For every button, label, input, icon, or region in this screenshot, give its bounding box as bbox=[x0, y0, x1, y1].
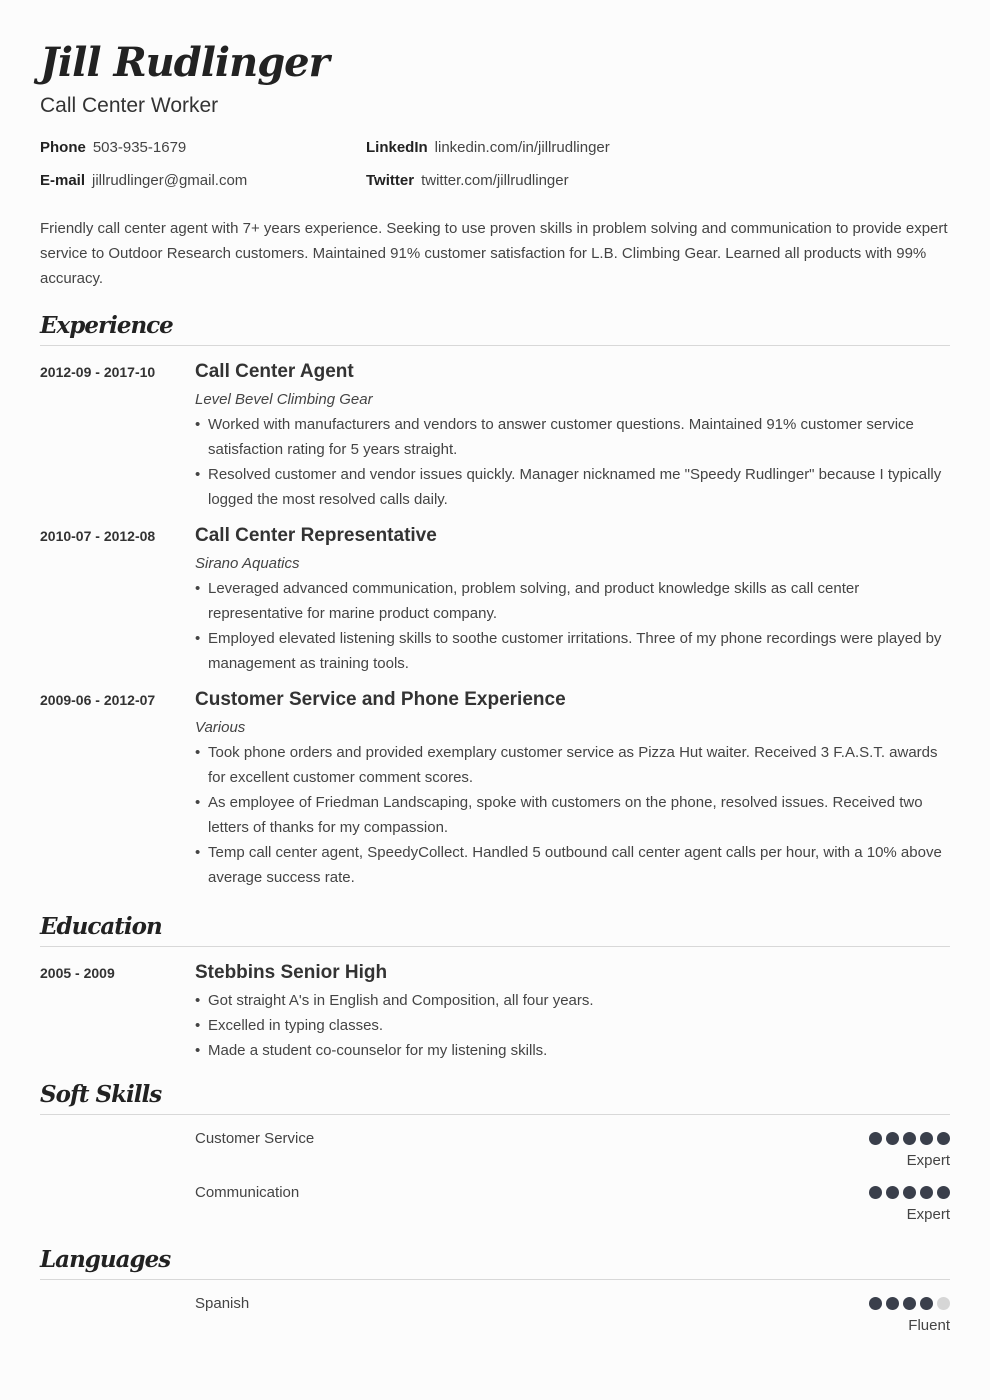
bullet-item: • Employed elevated listening skills to soothe customer irritations. Three of my phone recordings were played by management as training tools. bbox=[195, 626, 950, 676]
contact-email bbox=[40, 171, 366, 191]
bullet-item: • Excelled in typing classes. bbox=[195, 1013, 950, 1038]
linkedin-value: linkedin.com/in/jillrudlinger bbox=[434, 139, 610, 156]
language-level: Fluent bbox=[908, 1317, 950, 1334]
rating-dot-filled bbox=[886, 1186, 899, 1199]
rating-dot-filled bbox=[920, 1132, 933, 1145]
bullet-item: • Made a student co-counselor for my listening skills. bbox=[195, 1038, 950, 1063]
phone-label: Phone bbox=[40, 139, 86, 156]
education-school: Stebbins Senior High bbox=[195, 962, 388, 983]
email-label: E-mail bbox=[40, 172, 86, 189]
rating-dot-filled bbox=[937, 1186, 950, 1199]
linkedin-label: LinkedIn bbox=[366, 139, 428, 156]
experience-company: Sirano Aquatics bbox=[195, 555, 300, 572]
experience-dates: 2010-07 - 2012-08 bbox=[40, 528, 156, 544]
experience-company: Various bbox=[195, 719, 246, 736]
section-heading-soft-skills: Soft Skills bbox=[40, 1080, 950, 1115]
rating-dot-filled bbox=[886, 1297, 899, 1310]
skill-rating bbox=[869, 1129, 950, 1171]
rating-dots bbox=[869, 1297, 950, 1311]
rating-dot-empty bbox=[937, 1297, 950, 1310]
bullet-item: • Resolved customer and vendor issues quickly. Manager nicknamed me "Speedy Rudlinger" because I typically logged the most resolved calls daily. bbox=[195, 462, 950, 512]
bullet-item: • Temp call center agent, SpeedyCollect. Handled 5 outbound call center agent calls per hour, with a 10% above average success rate. bbox=[195, 840, 950, 890]
rating-dot-filled bbox=[869, 1186, 882, 1199]
skill-level: Expert bbox=[906, 1152, 950, 1169]
experience-details bbox=[195, 687, 950, 890]
bullet-item: • Worked with manufacturers and vendors to answer customer questions. Maintained 91% customer service satisfaction rating for 5 years straight. bbox=[195, 412, 950, 462]
section-heading-languages: Languages bbox=[40, 1245, 950, 1280]
phone-value: 503-935-1679 bbox=[92, 139, 187, 156]
rating-dot-filled bbox=[886, 1132, 899, 1145]
education-entry bbox=[40, 960, 950, 1063]
bullet-item: • Took phone orders and provided exemplary customer service as Pizza Hut waiter. Received 3 F.A.S.T. awards for excellent customer comment scores. bbox=[195, 740, 950, 790]
skill-name: Customer Service bbox=[195, 1130, 315, 1147]
bullet-item: • Leveraged advanced communication, problem solving, and product knowledge skills as call center representative for marine product company. bbox=[195, 576, 950, 626]
rating-dot-filled bbox=[869, 1132, 882, 1145]
skill-rating bbox=[869, 1183, 950, 1225]
skill-name: Communication bbox=[195, 1184, 300, 1201]
experience-details bbox=[195, 359, 950, 512]
skill-row bbox=[40, 1183, 950, 1225]
rating-dots bbox=[869, 1186, 950, 1200]
language-rating bbox=[869, 1294, 950, 1336]
education-details bbox=[195, 960, 950, 1063]
twitter-label: Twitter bbox=[366, 172, 415, 189]
rating-dot-filled bbox=[903, 1297, 916, 1310]
education-dates: 2005 - 2009 bbox=[40, 965, 115, 981]
experience-bullets bbox=[195, 576, 950, 676]
twitter-value: twitter.com/jillrudlinger bbox=[421, 172, 569, 189]
contact-linkedin bbox=[366, 138, 950, 158]
rating-dots bbox=[869, 1132, 950, 1146]
job-title: Call Center Worker bbox=[40, 94, 219, 117]
profile-summary: Friendly call center agent with 7+ years experience. Seeking to use proven skills in problem solving and communication to provide expert service to Outdoor Research customers. Maintained 91% customer satisfaction for L.B. Climbing Gear. Learned all products with 99% accuracy. bbox=[40, 220, 948, 287]
contact-twitter bbox=[366, 171, 950, 191]
skill-level: Expert bbox=[906, 1206, 950, 1223]
experience-entry bbox=[40, 359, 950, 512]
contact-info bbox=[40, 138, 950, 191]
email-value: jillrudlinger@gmail.com bbox=[92, 172, 248, 189]
rating-dot-filled bbox=[920, 1297, 933, 1310]
contact-phone bbox=[40, 138, 366, 158]
section-heading-education: Education bbox=[40, 912, 950, 947]
education-bullets bbox=[195, 988, 950, 1063]
section-heading-experience: Experience bbox=[40, 311, 950, 346]
experience-role: Call Center Agent bbox=[195, 361, 354, 382]
bullet-item: • As employee of Friedman Landscaping, spoke with customers on the phone, resolved issues. Received two letters of thanks for my compassion. bbox=[195, 790, 950, 840]
bullet-item: • Got straight A's in English and Composition, all four years. bbox=[195, 988, 950, 1013]
language-name: Spanish bbox=[195, 1295, 250, 1312]
experience-role: Customer Service and Phone Experience bbox=[195, 689, 566, 710]
rating-dot-filled bbox=[903, 1132, 916, 1145]
experience-bullets bbox=[195, 412, 950, 512]
candidate-name: Jill Rudlinger bbox=[40, 39, 329, 86]
experience-company: Level Bevel Climbing Gear bbox=[195, 391, 373, 408]
skill-row bbox=[40, 1129, 950, 1171]
experience-bullets bbox=[195, 740, 950, 890]
language-row bbox=[40, 1294, 950, 1336]
rating-dot-filled bbox=[869, 1297, 882, 1310]
experience-entry bbox=[40, 523, 950, 676]
rating-dot-filled bbox=[920, 1186, 933, 1199]
experience-dates: 2012-09 - 2017-10 bbox=[40, 364, 156, 380]
experience-dates: 2009-06 - 2012-07 bbox=[40, 692, 156, 708]
rating-dot-filled bbox=[903, 1186, 916, 1199]
experience-role: Call Center Representative bbox=[195, 525, 437, 546]
experience-entry bbox=[40, 687, 950, 890]
rating-dot-filled bbox=[937, 1132, 950, 1145]
experience-details bbox=[195, 523, 950, 676]
